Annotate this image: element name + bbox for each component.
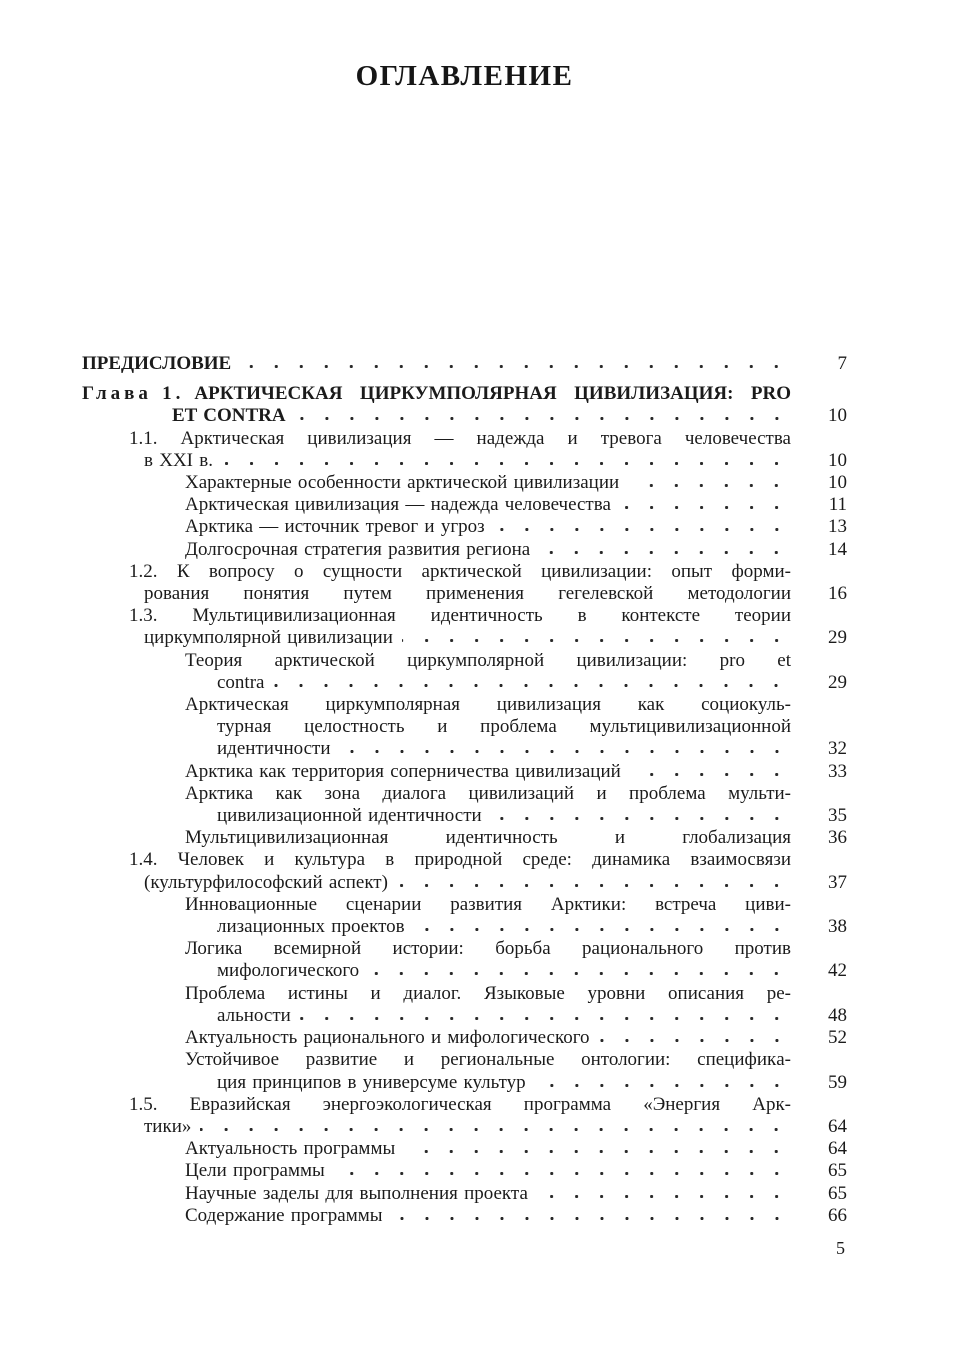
dot-leader	[630, 772, 791, 777]
dot-leader	[397, 883, 791, 888]
toc-entry-text: 1.4. Человек и культура в природной среде: динамика взаимосвязи	[129, 849, 791, 871]
toc-line	[82, 605, 847, 627]
toc-entry-page: 29	[828, 627, 847, 649]
toc-entry-page: 13	[828, 516, 847, 538]
toc-line	[82, 1116, 847, 1138]
toc-line	[82, 1183, 847, 1205]
toc-line	[82, 383, 847, 405]
toc-entry-text: ET CONTRA	[172, 405, 286, 427]
dot-leader	[334, 1171, 791, 1176]
toc-entry-page: 29	[828, 671, 847, 693]
toc-entry-page: 10	[828, 405, 847, 427]
toc-line	[82, 1072, 847, 1094]
dot-leader	[273, 683, 791, 688]
page-title: ОГЛАВЛЕНИЕ	[355, 60, 574, 92]
toc-entry-text: альности	[217, 1004, 291, 1026]
toc-entry-text: цивилизационной идентичности	[217, 805, 482, 827]
toc-line	[82, 450, 847, 472]
toc-entry-text: Содержание программы	[185, 1204, 383, 1226]
toc-entry-page: 64	[828, 1115, 847, 1137]
dot-leader	[200, 1127, 791, 1132]
toc-entry-text: contra	[217, 671, 265, 693]
dot-leader	[414, 927, 791, 932]
dot-leader	[537, 1194, 791, 1199]
toc-entry-text: Научные заделы для выполнения проекта	[185, 1182, 528, 1204]
toc-entry-page: 11	[828, 494, 847, 516]
toc-entry-page: 33	[828, 760, 847, 782]
toc-line	[82, 1094, 847, 1116]
dot-leader	[404, 1149, 791, 1154]
toc-entry-text: тики»	[144, 1115, 192, 1137]
toc-entry-text: лизационных проектов	[217, 916, 405, 938]
toc-line	[82, 672, 847, 694]
toc-entry-text: рования понятия путем применения гегелевской методологии	[144, 583, 791, 605]
toc-line	[82, 539, 847, 561]
dot-leader	[535, 1083, 791, 1088]
dot-leader	[392, 1216, 791, 1221]
dot-leader	[494, 527, 791, 532]
toc-entry-text: Устойчивое развитие и региональные онтологии: спецификa-	[185, 1049, 791, 1071]
dot-leader	[491, 816, 791, 821]
toc-line	[82, 516, 847, 538]
toc-entry-text: Актуальность программы	[185, 1138, 396, 1160]
toc-entry-text: ПРЕДИСЛОВИЕ	[82, 353, 232, 374]
toc-line	[82, 894, 847, 916]
toc-line	[82, 872, 847, 894]
toc-entry-text: турная целостность и проблема мультицивилизационной	[217, 716, 791, 738]
toc-line	[82, 1160, 847, 1182]
dot-leader	[240, 364, 791, 369]
dot-leader	[402, 638, 791, 643]
toc-entry-page: 65	[828, 1160, 847, 1182]
dot-leader	[300, 1016, 791, 1021]
toc-entry-page: 38	[828, 916, 847, 938]
toc-line	[82, 761, 847, 783]
toc-entry-page: 64	[828, 1138, 847, 1160]
toc-entry-text: ция принципов в универсуме культур	[217, 1071, 526, 1093]
toc-entry-page: 10	[828, 472, 847, 494]
page-number: 5	[836, 1238, 845, 1258]
toc-line	[82, 353, 847, 375]
toc-line	[82, 716, 847, 738]
toc-line	[82, 827, 847, 849]
toc-line	[82, 960, 847, 982]
toc-entry-page: 66	[828, 1204, 847, 1226]
toc-entry-page: 10	[828, 449, 847, 471]
toc-line	[82, 983, 847, 1005]
toc-line	[82, 583, 847, 605]
toc-entry-page: 65	[828, 1182, 847, 1204]
toc-entry-text: Характерные особенности арктической цивилизации	[185, 472, 620, 494]
toc-entry-text: Арктика как зона диалога цивилизаций и проблема мульти-	[185, 782, 791, 804]
toc-entry-page: 52	[828, 1027, 847, 1049]
toc-entry-text: циркумполярной цивилизации	[144, 627, 393, 649]
toc-entry-page: 14	[828, 538, 847, 560]
toc-list	[82, 353, 847, 1227]
toc-line	[82, 1138, 847, 1160]
toc-entry-page: 32	[828, 738, 847, 760]
toc-entry-text: в XXI в.	[144, 449, 213, 471]
dot-leader	[628, 483, 791, 488]
toc-line	[82, 783, 847, 805]
dot-leader	[222, 461, 791, 466]
toc-entry-text: АРКТИЧЕСКАЯ ЦИРКУМПОЛЯРНАЯ ЦИВИЛИЗАЦИЯ: PRO	[194, 383, 791, 405]
toc-line	[82, 428, 847, 450]
toc-entry-text: мифологического	[217, 960, 360, 982]
toc-entry-page: 16	[828, 583, 847, 605]
toc-line	[82, 1005, 847, 1027]
toc-line	[82, 738, 847, 760]
toc-line	[82, 472, 847, 494]
toc-entry-text: Цели программы	[185, 1160, 325, 1182]
toc-entry-text: (культурфилософский аспект)	[144, 871, 388, 893]
toc-line	[82, 805, 847, 827]
toc-entry-text: Логика всемирной истории: борьба рационального против	[185, 938, 791, 960]
toc-line	[82, 916, 847, 938]
toc-entry-text: 1.5. Евразийская энергоэкологическая программа «Энергия Арк-	[129, 1093, 791, 1115]
dot-leader	[539, 550, 791, 555]
toc-line	[82, 849, 847, 871]
dot-leader	[340, 749, 791, 754]
toc-entry-page: 7	[837, 353, 847, 374]
dot-leader	[599, 1038, 791, 1043]
toc-line	[82, 1027, 847, 1049]
toc-entry-text: Инновационные сценарии развития Арктики: встреча циви-	[185, 893, 791, 915]
toc-line	[82, 1205, 847, 1227]
toc-entry-page: 59	[828, 1071, 847, 1093]
toc-entry-text: Актуальность рационального и мифологического	[185, 1027, 590, 1049]
toc-line	[82, 938, 847, 960]
dot-leader	[620, 505, 791, 510]
toc-entry-text: Проблема истины и диалог. Языковые уровни описания ре-	[185, 982, 791, 1004]
toc-entry-text: Арктика как территория соперничества цивилизаций	[185, 760, 621, 782]
toc-line	[82, 561, 847, 583]
toc-line	[82, 650, 847, 672]
toc-entry-page: 35	[828, 805, 847, 827]
toc-entry-text: идентичности	[217, 738, 331, 760]
toc-line	[82, 1049, 847, 1071]
toc-entry-text: 1.3. Мультицивилизационная идентичность в контексте теории	[129, 605, 791, 627]
toc-line	[82, 627, 847, 649]
toc-entry-text: Арктика — источник тревог и угроз	[185, 516, 485, 538]
toc-entry-page: 37	[828, 871, 847, 893]
toc-entry-text: Мультицивилизационная идентичность и глобализация	[185, 827, 791, 849]
toc-entry-text: Долгосрочная стратегия развития региона	[185, 538, 531, 560]
dot-leader	[368, 971, 791, 976]
toc-entry-text: Теория арктической циркумполярной цивилизации: pro et	[185, 649, 791, 671]
toc-entry-page: 36	[828, 827, 847, 849]
toc-entry-text: 1.2. К вопросу о сущности арктической цивилизации: опыт форми-	[129, 560, 791, 582]
toc-entry-text: Арктическая цивилизация — надежда человечества	[185, 494, 611, 516]
toc-line	[82, 494, 847, 516]
toc-entry-page: 42	[828, 960, 847, 982]
toc-entry-text: 1.1. Арктическая цивилизация — надежда и тревога человечества	[129, 427, 791, 449]
toc-line	[82, 405, 847, 427]
toc-line	[82, 694, 847, 716]
chapter-label: Глава 1.	[82, 383, 185, 405]
toc-entry-text: Арктическая циркумполярная цивилизация как социокуль-	[185, 694, 791, 716]
dot-leader	[295, 416, 791, 421]
toc-entry-page: 48	[828, 1004, 847, 1026]
